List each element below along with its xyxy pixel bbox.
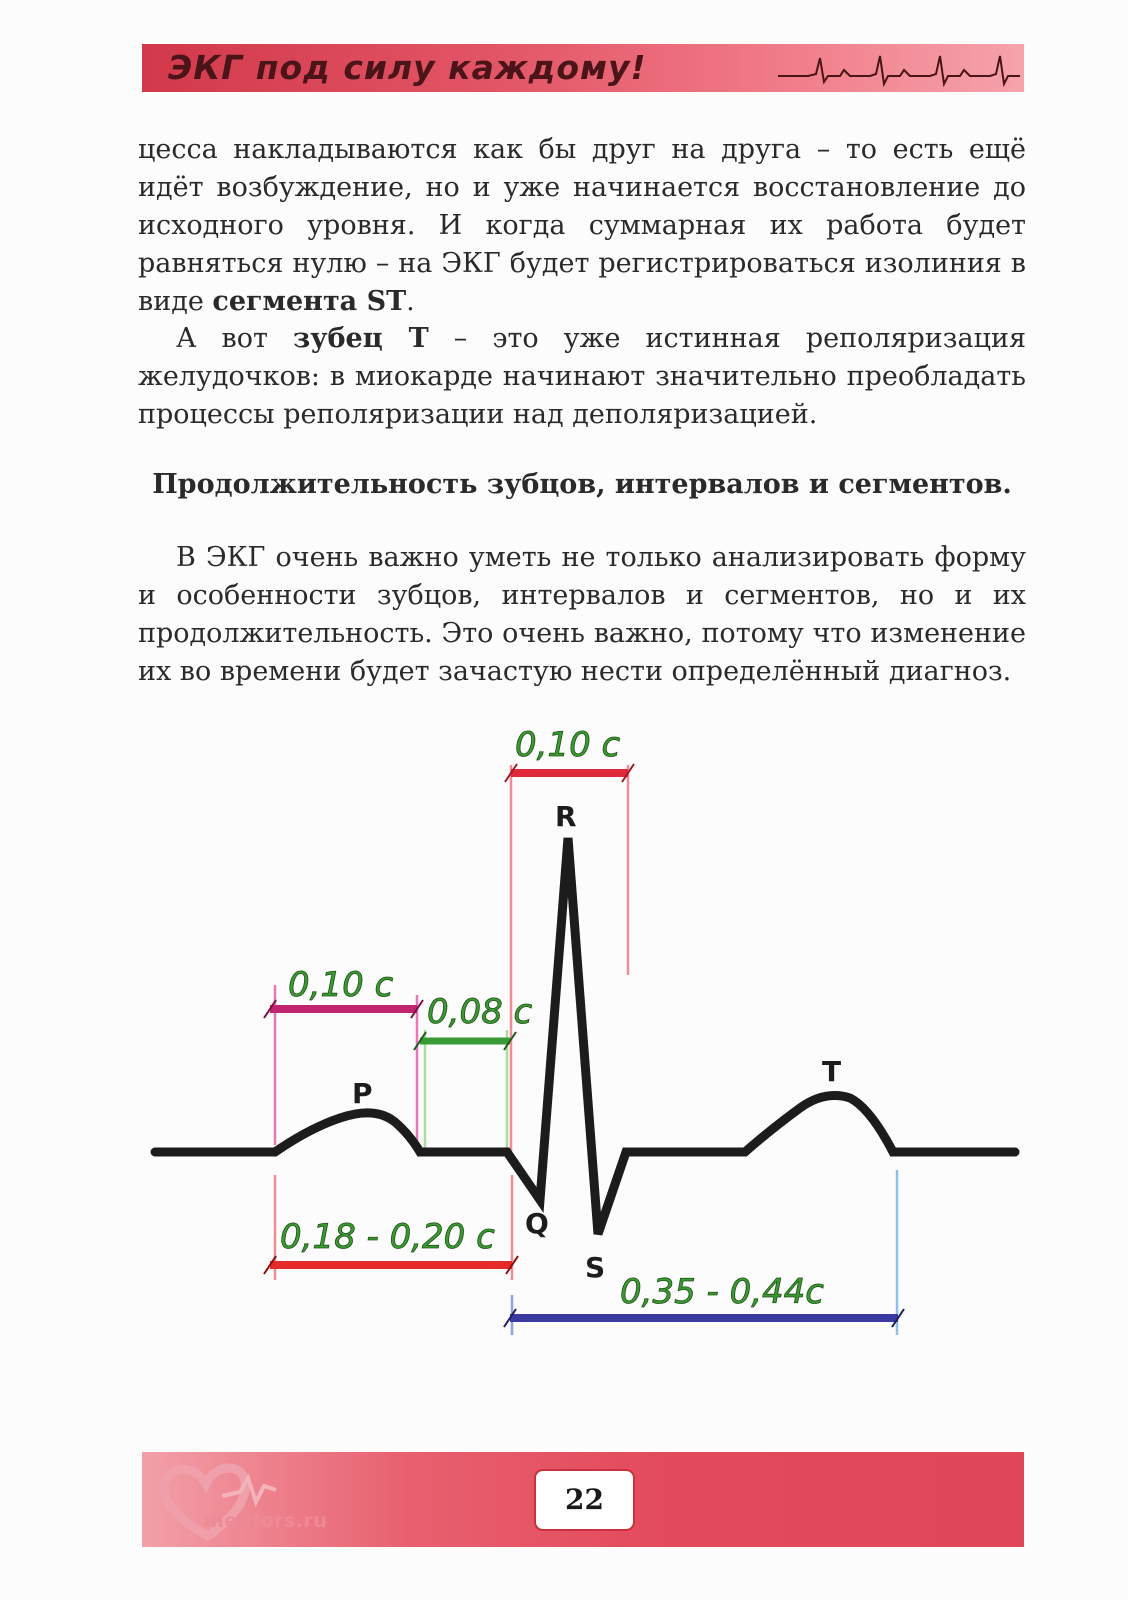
paragraph-duration-importance: В ЭКГ очень важно уметь не только анализировать форму и особенности зубцов, интервалов и сегментов, но и их продолжительность. Это очень важно, потому что изменение их во времени будет зачастую нести определённый диагноз. [138, 542, 1026, 687]
running-header-title: ЭКГ под силу каждому! [168, 48, 647, 87]
bracket-pq-interval [264, 1256, 518, 1274]
duration-label-pq-interval: 0,18 - 0,20 c [280, 1217, 495, 1257]
wave-label-r: R [555, 800, 577, 833]
wave-label-s: S [585, 1251, 606, 1284]
wave-label-p: P [352, 1077, 373, 1110]
wave-label-q: Q [525, 1207, 549, 1240]
section-heading: Продолжительность зубцов, интервалов и сегментов. [152, 469, 1012, 500]
wave-label-t: T [822, 1055, 842, 1088]
paragraph-text: цесса накладываются как бы друг на друга – то есть ещё идёт возбуждение, но и уже начинается восстановление до исходного уровня. И когда суммарная их работа будет равняться нулю – на ЭКГ будет регистрироваться изолиния в виде [138, 134, 1026, 317]
duration-label-p-wave: 0,10 c [288, 965, 394, 1005]
footer-band [142, 1452, 1024, 1547]
header-ecg-trace-icon [778, 44, 1024, 92]
duration-label-qrs: 0,10 c [515, 725, 621, 765]
header-band [142, 44, 1024, 92]
ecg-trace [155, 838, 1015, 1234]
duration-label-pq-segment: 0,08 c [427, 992, 533, 1032]
ecg-waveform-diagram [0, 700, 1128, 1380]
paragraph-st-segment [138, 131, 1026, 321]
bold-term-st-segment: сегмента ST [212, 286, 407, 317]
paragraph-text: А вот [176, 323, 294, 354]
bold-term-t-wave: зубец Т [293, 323, 429, 354]
logo-text: medfors.ru [204, 1510, 328, 1532]
medfors-heart-logo-icon [152, 1456, 312, 1546]
page-number: 22 [534, 1469, 635, 1531]
duration-label-qt-interval: 0,35 - 0,44c [620, 1272, 824, 1312]
paragraph-t-wave [138, 320, 1026, 434]
paragraph-text: – это уже истинная реполяризация желудочков: в миокарде начинают значительно преобладать процессы реполяризации над деполяризацией. [138, 323, 1027, 430]
bracket-pq-segment [414, 1032, 516, 1050]
bracket-qrs [505, 764, 634, 782]
paragraph-text: . [406, 286, 415, 317]
